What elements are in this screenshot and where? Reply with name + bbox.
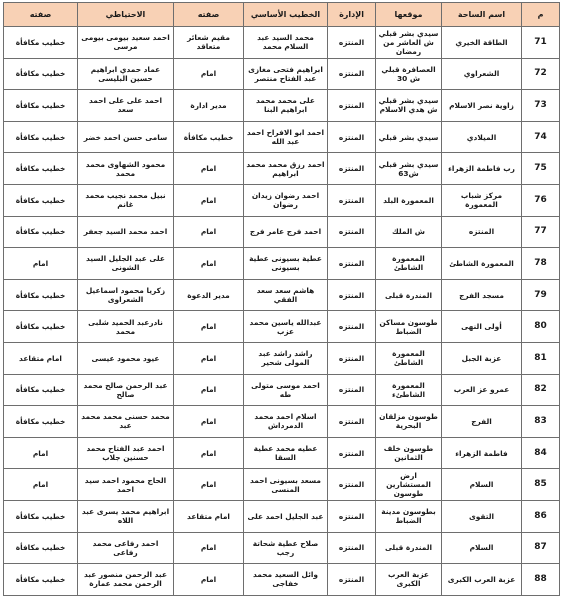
table-row [4,279,560,311]
cell-location: ش الملك [376,216,442,248]
cell-khatib-role: مقيم شعائر متعاقد [174,27,244,59]
cell-khatib-role: امام [174,374,244,406]
cell-place-name: زاوية نصر الاسلام [442,90,522,122]
header-number: م [522,3,560,27]
cell-administration: المنتزه [328,406,376,438]
cell-administration: المنتزه [328,121,376,153]
cell-place-name: رب فاطمة الزهراء [442,153,522,185]
cell-backup-role: خطيب مكافأة [4,90,78,122]
table-row [4,27,560,59]
cell-khatib-role: امام [174,437,244,469]
cell-administration: المنتزه [328,469,376,501]
cell-number: 83 [522,406,560,438]
cell-number: 75 [522,153,560,185]
cell-place-name: الشعراوي [442,58,522,90]
table-row [4,406,560,438]
cell-location: المندرة قبلى [376,532,442,564]
cell-backup: عبد الرحمن منصور عبد الرحمن محمد عمارة [78,564,174,596]
cell-administration: المنتزه [328,58,376,90]
cell-backup: احمد عبد الفتاح محمد حسنين جلاب [78,437,174,469]
cell-backup: سامى حسن احمد خضر [78,121,174,153]
cell-backup: ابراهيم محمد يسرى عبد اللاه [78,500,174,532]
cell-administration: المنتزه [328,532,376,564]
table-body [4,27,560,596]
cell-administration: المنتزه [328,248,376,280]
cell-backup: احمد رفاعى محمد رفاعى [78,532,174,564]
cell-khatib-role: امام [174,248,244,280]
cell-backup-role: خطيب مكافأة [4,279,78,311]
cell-backup: محمد حسنى محمد محمد عبد [78,406,174,438]
cell-backup-role: امام [4,437,78,469]
cell-backup-role: خطيب مكافأة [4,500,78,532]
cell-khatib-role: امام [174,406,244,438]
cell-backup-role: امام متقاعد [4,342,78,374]
table-row [4,500,560,532]
cell-administration: المنتزه [328,279,376,311]
header-backup: الاحتياطي [78,3,174,27]
cell-main-khatib: عبد الجليل احمد على [244,500,328,532]
cell-place-name: مركز شباب المعمورة [442,184,522,216]
cell-number: 86 [522,500,560,532]
header-location: موقعها [376,3,442,27]
cell-administration: المنتزه [328,184,376,216]
cell-number: 80 [522,311,560,343]
cell-administration: المنتزه [328,216,376,248]
table-row [4,437,560,469]
cell-main-khatib: احمد فرج عامر فرج [244,216,328,248]
cell-backup-role: خطيب مكافأة [4,532,78,564]
cell-place-name: السلام [442,469,522,501]
cell-backup: احمد على على احمد سعد [78,90,174,122]
cell-khatib-role: امام [174,532,244,564]
cell-backup: عماد حمدي ابراهيم حسين البليسى [78,58,174,90]
cell-location: المعمورة الشاطئء [376,374,442,406]
cell-number: 78 [522,248,560,280]
cell-backup-role: خطيب مكافأة [4,58,78,90]
table-header-row [4,3,560,27]
cell-backup-role: خطيب مكافأة [4,216,78,248]
table-row [4,532,560,564]
cell-location: سيدي بشر قبلي [376,121,442,153]
cell-main-khatib: احمد رضوان زيدان رضوان [244,184,328,216]
cell-main-khatib: احمد موسى متولى طه [244,374,328,406]
cell-number: 87 [522,532,560,564]
header-backup-role: صفته [4,3,78,27]
cell-number: 76 [522,184,560,216]
cell-place-name: المعمورة الشاطئ [442,248,522,280]
cell-backup: نادرعبد الحميد شلبى محمد [78,311,174,343]
cell-backup-role: خطيب مكافأة [4,311,78,343]
cell-location: المعمورة الشاطئ [376,342,442,374]
cell-location: طوسون خلف الثمانين [376,437,442,469]
cell-administration: المنتزه [328,311,376,343]
cell-backup-role: امام [4,248,78,280]
cell-place-name: المنتزه [442,216,522,248]
cell-main-khatib: هاشم سعد سعد الفقي [244,279,328,311]
cell-backup: على عبد الجليل السيد الشونى [78,248,174,280]
cell-location: طوسون مساكن الضباط [376,311,442,343]
cell-khatib-role: امام [174,342,244,374]
cell-location: ارض المستشارين طوسون [376,469,442,501]
cell-khatib-role: امام [174,564,244,596]
table-row [4,248,560,280]
table-row [4,311,560,343]
cell-khatib-role: امام [174,58,244,90]
cell-khatib-role: امام متقاعد [174,500,244,532]
cell-main-khatib: عطية بسيونى عطية بسيونى [244,248,328,280]
cell-main-khatib: اسلام احمد محمد الدمرداش [244,406,328,438]
cell-location: بطوسون مدينة الضباط [376,500,442,532]
cell-main-khatib: على محمد محمد ابراهيم البنا [244,90,328,122]
cell-administration: المنتزه [328,437,376,469]
cell-administration: المنتزه [328,564,376,596]
cell-number: 82 [522,374,560,406]
cell-location: المعمورة الشاطئ [376,248,442,280]
cell-backup-role: امام [4,469,78,501]
table-row [4,184,560,216]
cell-backup: الحاج محمود احمد سيد احمد [78,469,174,501]
cell-khatib-role: مدير الدعوة [174,279,244,311]
cell-administration: المنتزه [328,500,376,532]
cell-backup-role: خطيب مكافأة [4,153,78,185]
cell-place-name: فاطمة الزهراء [442,437,522,469]
cell-backup-role: خطيب مكافأة [4,564,78,596]
cell-location: المعمورة البلد [376,184,442,216]
cell-backup: احمد سعيد بيومى بيومى مرسى [78,27,174,59]
table-row [4,342,560,374]
cell-backup-role: خطيب مكافأة [4,184,78,216]
cell-location: العصافرة قبلي ش 30 [376,58,442,90]
cell-main-khatib: عبدالله ياسين محمد عزب [244,311,328,343]
cell-location: طوسون مزلقان البحرية [376,406,442,438]
cell-number: 84 [522,437,560,469]
cell-place-name: السلام [442,532,522,564]
cell-main-khatib: راشد راشد عبد المولى شحير [244,342,328,374]
cell-place-name: التقوى [442,500,522,532]
header-administration: الإدارة [328,3,376,27]
cell-number: 88 [522,564,560,596]
cell-location: سيدي بشر قبلي ش63 [376,153,442,185]
table-row [4,58,560,90]
cell-number: 72 [522,58,560,90]
cell-number: 74 [522,121,560,153]
cell-number: 77 [522,216,560,248]
cell-backup-role: خطيب مكافأة [4,121,78,153]
cell-number: 81 [522,342,560,374]
cell-main-khatib: مسعد بسيونى احمد المنسى [244,469,328,501]
cell-khatib-role: امام [174,469,244,501]
table-row [4,469,560,501]
cell-administration: المنتزه [328,153,376,185]
header-place-name: اسم الساحة [442,3,522,27]
cell-number: 71 [522,27,560,59]
table-row [4,564,560,596]
cell-khatib-role: مدير ادارة [174,90,244,122]
imams-schedule-table [3,2,560,596]
cell-place-name: الفرج [442,406,522,438]
cell-khatib-role: امام [174,216,244,248]
table-row [4,374,560,406]
cell-location: سيدي بشر قبلي ش العاشر من رمضان [376,27,442,59]
cell-main-khatib: عطيه محمد عطية السقا [244,437,328,469]
cell-administration: المنتزه [328,342,376,374]
cell-backup-role: خطيب مكافأة [4,406,78,438]
cell-administration: المنتزه [328,90,376,122]
cell-number: 73 [522,90,560,122]
cell-place-name: الطاقة الخيري [442,27,522,59]
cell-main-khatib: صلاح عطية شحاتة رجب [244,532,328,564]
cell-place-name: عمرو عز العرب [442,374,522,406]
table-row [4,90,560,122]
cell-place-name: مسجد الفرج [442,279,522,311]
header-main-khatib: الخطيب الأساسي [244,3,328,27]
cell-place-name: عزبة العرب الكبرى [442,564,522,596]
cell-main-khatib: محمد السيد عبد السلام محمد [244,27,328,59]
cell-administration: المنتزه [328,374,376,406]
cell-place-name: عزبة الجبل [442,342,522,374]
cell-backup: عبد الرحمن صالح محمد صالح [78,374,174,406]
cell-place-name: الميلادي [442,121,522,153]
table-row [4,153,560,185]
cell-location: سيدي بشر قبلي ش هدي الاسلام [376,90,442,122]
cell-backup-role: خطيب مكافأة [4,27,78,59]
cell-backup: زكريا محمود اسماعيل الشعراوى [78,279,174,311]
cell-backup: محمود الشهاوى محمد محمد [78,153,174,185]
document-page [4,2,560,596]
table-row [4,216,560,248]
cell-number: 79 [522,279,560,311]
cell-backup: عيود محمود عيسى [78,342,174,374]
cell-administration: المنتزه [328,27,376,59]
cell-location: عزبة العرب الكبرى [376,564,442,596]
header-khatib-role: صفته [174,3,244,27]
cell-number: 85 [522,469,560,501]
cell-main-khatib: ابراهيم فتحى مغازى عبد الفتاح منتصر [244,58,328,90]
cell-backup: احمد محمد السيد جعفر [78,216,174,248]
cell-place-name: أولى النهى [442,311,522,343]
cell-backup: نبيل محمد نجيب محمد غانم [78,184,174,216]
cell-khatib-role: امام [174,311,244,343]
cell-main-khatib: احمد ابو الافراح احمد عبد الله [244,121,328,153]
cell-khatib-role: امام [174,184,244,216]
table-row [4,121,560,153]
cell-location: المندرة قبلى [376,279,442,311]
cell-main-khatib: وائل السعيد محمد خفاجى [244,564,328,596]
cell-khatib-role: خطيب مكافأة [174,121,244,153]
cell-khatib-role: امام [174,153,244,185]
cell-backup-role: خطيب مكافأة [4,374,78,406]
cell-main-khatib: احمد رزق محمد محمد ابراهيم [244,153,328,185]
